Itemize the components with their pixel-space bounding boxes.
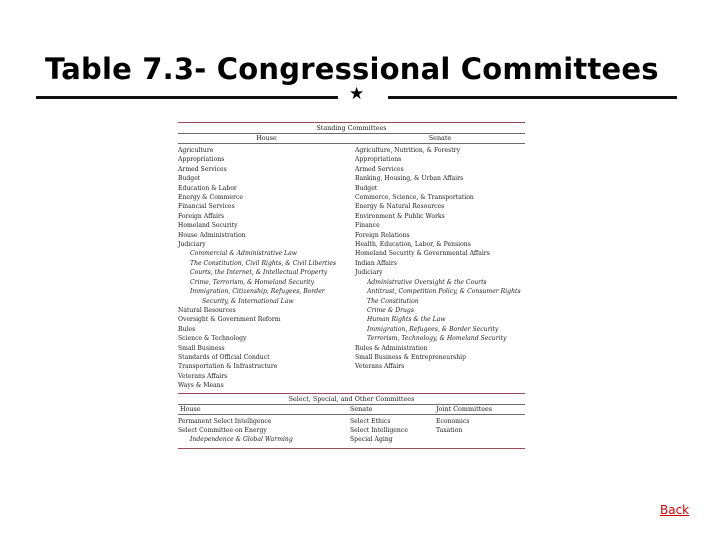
- committee-item: The Constitution: [367, 297, 419, 305]
- committee-item: Veterans Affairs: [178, 372, 228, 380]
- select-committees-heading: Select, Special, and Other Committees: [288, 394, 415, 403]
- joint-committees-list: [436, 417, 525, 445]
- back-link[interactable]: Back: [660, 503, 690, 517]
- committee-item: Small Business & Entrepreneurship: [355, 353, 467, 361]
- standing-senate-list: [355, 146, 525, 391]
- committee-item: Judiciary: [178, 241, 206, 249]
- select-senate-list: [350, 417, 436, 445]
- title-divider-right: [388, 96, 677, 99]
- committee-item: Judiciary: [355, 269, 383, 277]
- committee-item: Health, Education, Labor, & Pensions: [355, 241, 471, 249]
- title-divider-left: [36, 96, 338, 99]
- committee-item: Natural Resources: [178, 306, 236, 314]
- committee-item: Permanent Select Intelligence: [178, 417, 272, 425]
- committee-item: Armed Services: [355, 165, 404, 173]
- committee-item: Economics: [436, 417, 470, 425]
- committee-item: Appropriations: [178, 156, 225, 164]
- standing-senate-header: Senate: [428, 134, 452, 142]
- select-senate-header: Senate: [350, 404, 373, 413]
- committee-item: Finance: [355, 222, 380, 230]
- star-icon: ★: [349, 84, 365, 104]
- committee-item: Agriculture, Nutrition, & Forestry: [355, 147, 461, 154]
- committee-item: Standards of Official Conduct: [178, 353, 270, 361]
- committee-item: Armed Services: [178, 165, 227, 173]
- committee-item: Oversight & Government Reform: [178, 316, 281, 324]
- committee-item: Banking, Housing, & Urban Affairs: [355, 175, 464, 183]
- committee-item: Financial Services: [178, 203, 235, 211]
- committee-item: Taxation: [436, 426, 463, 434]
- committee-item: Small Business: [178, 344, 225, 352]
- select-house-header: House: [180, 404, 201, 413]
- committees-table: [178, 122, 525, 449]
- committee-item: Environment & Public Works: [355, 212, 445, 220]
- standing-columns: [178, 144, 525, 391]
- committee-item: Ways & Means: [178, 382, 224, 390]
- committee-item: Homeland Security & Governmental Affairs: [355, 250, 490, 258]
- committee-item: Select Ethics: [350, 417, 391, 425]
- committee-item: Homeland Security: [178, 222, 238, 230]
- standing-house-list: [178, 146, 355, 391]
- committee-item: Courts, the Internet, & Intellectual Property: [190, 269, 328, 277]
- committee-item: Veterans Affairs: [355, 363, 405, 371]
- committee-item: Select Committee on Energy: [178, 426, 267, 434]
- select-house-list: [178, 417, 350, 445]
- committee-item: Security, & International Law: [202, 297, 294, 305]
- committee-item: Commerce, Science, & Transportation: [355, 194, 474, 202]
- standing-committees-heading: Standing Committees: [316, 124, 387, 132]
- committee-item: Foreign Relations: [355, 231, 410, 239]
- committee-item: Immigration, Citizenship, Refugees, Border: [190, 288, 325, 296]
- committee-item: Antitrust, Competition Policy, & Consumer Rights: [367, 288, 521, 296]
- joint-committees-header: Joint Committees: [436, 404, 493, 413]
- standing-column-headers: [178, 134, 525, 143]
- committee-item: Energy & Natural Resources: [355, 203, 445, 211]
- committee-item: Commercial & Administrative Law: [190, 250, 297, 258]
- committee-item: Administrative Oversight & the Courts: [367, 278, 487, 286]
- committee-item: Science & Technology: [178, 335, 247, 343]
- committee-item: Crime & Drugs: [367, 306, 414, 314]
- committee-item: House Administration: [178, 231, 246, 239]
- committee-item: Crime, Terrorism, & Homeland Security: [190, 278, 315, 286]
- select-columns: [178, 415, 525, 445]
- committee-item: Independence & Global Warming: [190, 436, 293, 444]
- committee-item: Budget: [178, 175, 201, 183]
- committee-item: Education & Labor: [178, 184, 237, 192]
- committee-item: Select Intelligence: [350, 426, 408, 434]
- select-column-headers: [178, 405, 525, 414]
- committee-item: Agriculture: [178, 147, 214, 154]
- committee-item: Foreign Affairs: [178, 212, 225, 220]
- committee-item: Human Rights & the Law: [367, 316, 446, 324]
- committee-item: Budget: [355, 184, 378, 192]
- committee-item: Terrorism, Technology, & Homeland Security: [367, 335, 507, 343]
- standing-house-header: House: [256, 134, 277, 142]
- committee-item: Appropriations: [355, 156, 402, 164]
- committee-item: Transportation & Infrastructure: [178, 363, 278, 371]
- committee-item: Indian Affairs: [355, 259, 397, 267]
- committee-item: Immigration, Refugees, & Border Security: [367, 325, 499, 333]
- committee-item: Rules & Administration: [355, 344, 428, 352]
- committee-item: Rules: [178, 325, 196, 333]
- committee-item: Energy & Commerce: [178, 194, 243, 202]
- slide-title: Table 7.3- Congressional Committees: [45, 52, 659, 86]
- committee-item: The Constitution, Civil Rights, & Civil Liberties: [190, 259, 337, 267]
- committee-item: Special Aging: [350, 436, 393, 444]
- table-bottom-rule: [178, 448, 525, 449]
